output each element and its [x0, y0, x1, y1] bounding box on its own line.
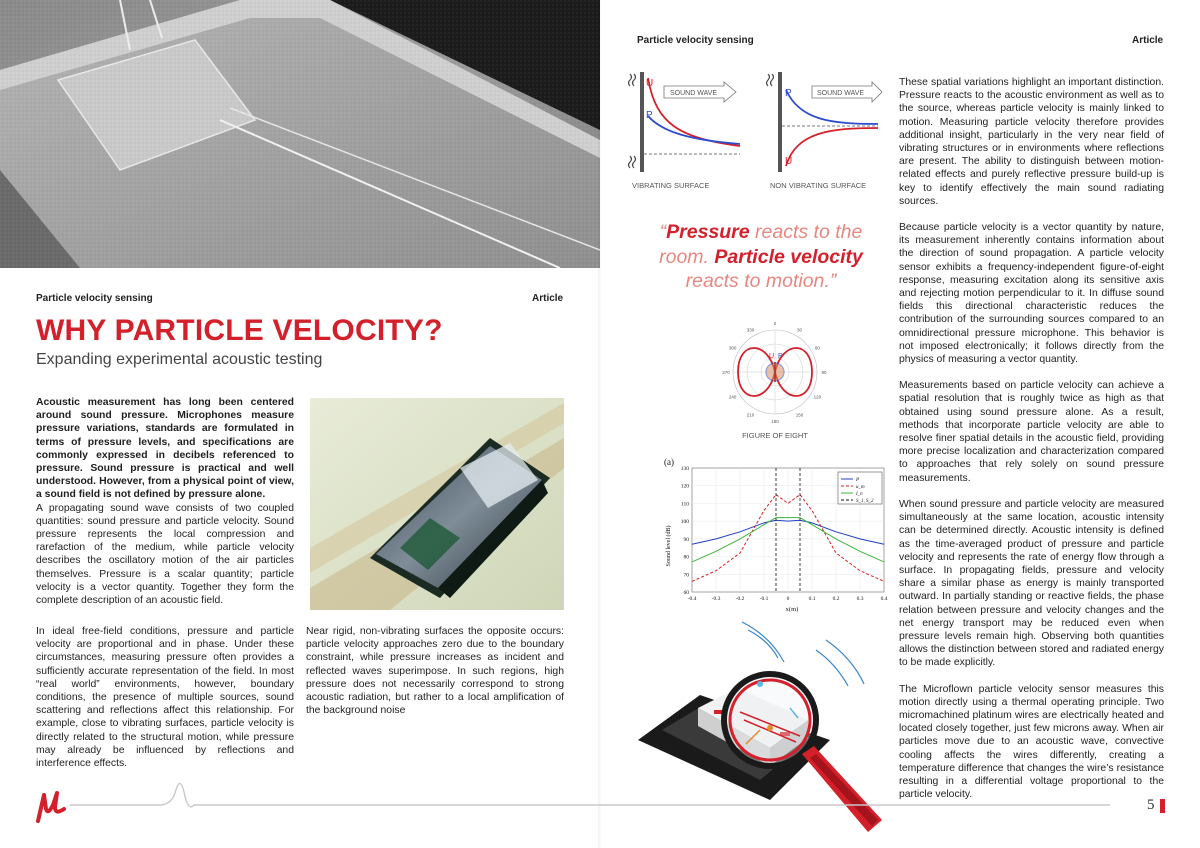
- u-label: U: [785, 156, 793, 167]
- polar-tick-label: 90: [821, 370, 827, 375]
- polar-tick-label: 270: [722, 370, 730, 375]
- quote-text: reacts to motion.”: [685, 270, 837, 292]
- legend-label: u_m: [856, 485, 865, 490]
- y-tick-label: 60: [683, 590, 689, 596]
- polar-tick-label: 240: [728, 394, 737, 400]
- polar-tick-label: 300: [728, 345, 737, 351]
- body-column-right: [899, 76, 1164, 814]
- sound-level-chart: [662, 456, 892, 612]
- chart-title: (a): [664, 457, 674, 467]
- quote-text: reacts to the room.: [659, 221, 863, 268]
- x-tick-label: 0: [786, 596, 790, 602]
- sensor-photo: [310, 398, 564, 610]
- x-tick-label: -0.2: [735, 596, 745, 602]
- micrograph-image: [0, 0, 600, 268]
- page-title: WHY PARTICLE VELOCITY?: [36, 314, 443, 347]
- quote-keyword-pressure: Pressure: [666, 221, 750, 243]
- surface-diagram: [620, 70, 882, 196]
- chart-x-label: x(m): [785, 606, 799, 612]
- y-tick-label: 100: [680, 519, 689, 526]
- running-head-type: Article: [1132, 35, 1164, 46]
- body-column-1: [36, 396, 294, 620]
- y-tick-label: 80: [683, 554, 689, 561]
- page-number: 5: [1147, 797, 1155, 813]
- y-tick-label: 110: [680, 501, 689, 508]
- non-vibrating-surface-caption: NON VIBRATING SURFACE: [770, 181, 867, 190]
- quote-keyword-velocity: Particle velocity: [714, 245, 863, 268]
- running-head-type: Article: [532, 293, 564, 304]
- body-paragraph: In ideal free-field conditions, pressure and particle velocity are proportional and in phase. Under these circumstances, measuring pressure often provides a sufficiently accurate representation of the field. In most “real world” environments, however, boundary conditions, the presence of multiple sources, sound scattering and reflections affect this relationship. For example, close to vibrating surfaces, particle velocity is directly related to the structural motion, while pressure may already be influenced by reflections and interference effects.: [36, 626, 294, 770]
- pull-quote: [650, 220, 872, 294]
- body-paragraph: A propagating sound wave consists of two coupled quantities: sound pressure and particle velocity. Sound pressure represents the local compression and rarefaction of the medium, while particle velocity describes the oscillatory motion of the air particles themselves. Pressure is a scalar quantity; particle velocity is a vector quantity. Together they form the complete description of an acoustic field.: [36, 502, 294, 607]
- legend-label: S_1, S_2: [856, 499, 874, 504]
- polar-tick-label: 180: [771, 419, 779, 424]
- figure-of-eight-polar: [710, 318, 840, 444]
- polar-caption: FIGURE OF EIGHT: [742, 431, 808, 440]
- y-tick-label: 120: [680, 483, 689, 490]
- x-tick-label: 0.2: [832, 596, 840, 602]
- u-label: U: [646, 78, 654, 89]
- x-tick-label: -0.1: [759, 596, 769, 602]
- p-label: P: [646, 110, 653, 121]
- right-page: [600, 0, 1200, 848]
- page-subtitle: Expanding experimental acoustic testing: [36, 351, 323, 368]
- polar-tick-label: 210: [746, 412, 755, 418]
- quote-open: “: [659, 221, 667, 243]
- x-tick-label: 0.4: [880, 596, 888, 602]
- polar-tick-label: 150: [795, 412, 804, 418]
- footer-waveform: [30, 770, 1170, 820]
- vibrating-surface-panel: [629, 72, 741, 190]
- body-paragraph: Measurements based on particle velocity can achieve a spatial resolution that is roughly twice as high as that obtained using sound pressure alone. As a result, methods that incorporate particle velocity are able to resolve finer spatial details in the acoustic field, providing more precise localization and characterization compared to approaches that rely solely on sound pressure measurements.: [899, 380, 1164, 484]
- polar-tick-label: 0: [773, 321, 777, 326]
- x-tick-label: -0.3: [711, 596, 721, 602]
- polar-u-label: U: [769, 353, 775, 360]
- y-tick-label: 70: [683, 572, 689, 579]
- polar-tick-label: 30: [796, 327, 803, 333]
- polar-tick-label: 330: [746, 327, 755, 333]
- chart-y-label: Sound level (dB): [666, 525, 672, 567]
- sensor-photo-image: [310, 398, 564, 610]
- legend-label: P: [856, 478, 860, 483]
- running-head-section: Particle velocity sensing: [637, 35, 754, 46]
- y-tick-label: 130: [680, 466, 689, 472]
- p-label: P: [785, 88, 792, 99]
- running-head-section: Particle velocity sensing: [36, 293, 153, 304]
- body-paragraph: These spatial variations highlight an important distinction. Pressure reacts to the acoustic environment as well as to the source, whereas particle velocity is mainly linked to motion. Measuring particle velocity therefore provides additional insight, particularly in the very near field of vibrating structures or in environments where reflections are present. The ability to distinguish between motion-related effects and purely reflective pressure build-up is key to identify effectively the main sound radiating sources.: [899, 77, 1164, 207]
- polar-tick-label: 60: [814, 345, 820, 351]
- sound-wave-label: SOUND WAVE: [817, 90, 865, 97]
- body-column-2: [36, 625, 294, 783]
- body-paragraph: Because particle velocity is a vector quantity by nature, its measurement inherently contains information about the direction of sound propagation. A particle velocity sensor exhibits a frequency-independent figure-of-eight response, measuring excitation along its sensitive axis and rejecting motion perpendicular to it. In diffuse sound fields this directional characteristic reduces the contribution of the surrounding sources compared to an omnidirectional pressure microphone. This behavior is not imposed electronically; it follows directly from the physics of measuring a vector quantity.: [899, 222, 1164, 366]
- y-tick-label: 90: [683, 536, 689, 543]
- body-paragraph: The Microflown particle velocity sensor measures this motion directly using a thermal operating principle. Two micromachined platinum wires are electrically heated and located closely together, just few microns away. When air particles move due to an acoustic wave, convective cooling affects the wires differently, creating a temperature difference that changes the wire’s resistance resulting in a differential voltage proportional to the particle velocity.: [899, 683, 1164, 801]
- x-tick-label: 0.1: [808, 596, 816, 602]
- polar-tick-label: 120: [813, 394, 822, 400]
- legend-label: I_n: [856, 492, 863, 497]
- intro-paragraph: Acoustic measurement has long been centered around sound pressure. Microphones measure pressure variations, standards are formulated in terms of pressure levels, and specifications are commonly expressed in decibels referenced to pressure. Sound pressure is practical and well understood. However, from a physical point of view, a sound field is not defined by pressure alone.: [36, 397, 294, 501]
- vibrating-surface-caption: VIBRATING SURFACE: [632, 181, 710, 190]
- sound-wave-label: SOUND WAVE: [670, 90, 718, 97]
- magnifier-lens: [724, 674, 816, 766]
- non-vibrating-surface-panel: [767, 72, 883, 190]
- polar-p-label: P: [778, 353, 783, 360]
- body-paragraph: When sound pressure and particle velocity are measured simultaneously at the same location, acoustic intensity can be determined directly. Acoustic intensity is defined as the time-averaged product of pressure and particle velocity and represents the rate of energy flow through a surface. In propagating fields, pressure and velocity share a similar phase as energy is mainly transported outward. In partially standing or reactive fields, the phase relation between pressure and velocity changes and the net energy transport may be reduced even when pressure levels remain high. Observing both quantities allows the distinction between stored and radiated energy to be made explicitly.: [899, 498, 1164, 669]
- x-tick-label: -0.4: [687, 596, 697, 602]
- body-column-3: [306, 625, 564, 730]
- x-tick-label: 0.3: [856, 596, 864, 602]
- body-paragraph: Near rigid, non-vibrating surfaces the opposite occurs: particle velocity approaches zero due to the boundary constraint, while pressure increases as incident and reflected waves superimpose. In such regions, high pressure does not necessarily correspond to strong acoustic radiation, but rather to a local amplification of the background noise: [306, 626, 564, 717]
- sensor-micrograph: [0, 0, 600, 268]
